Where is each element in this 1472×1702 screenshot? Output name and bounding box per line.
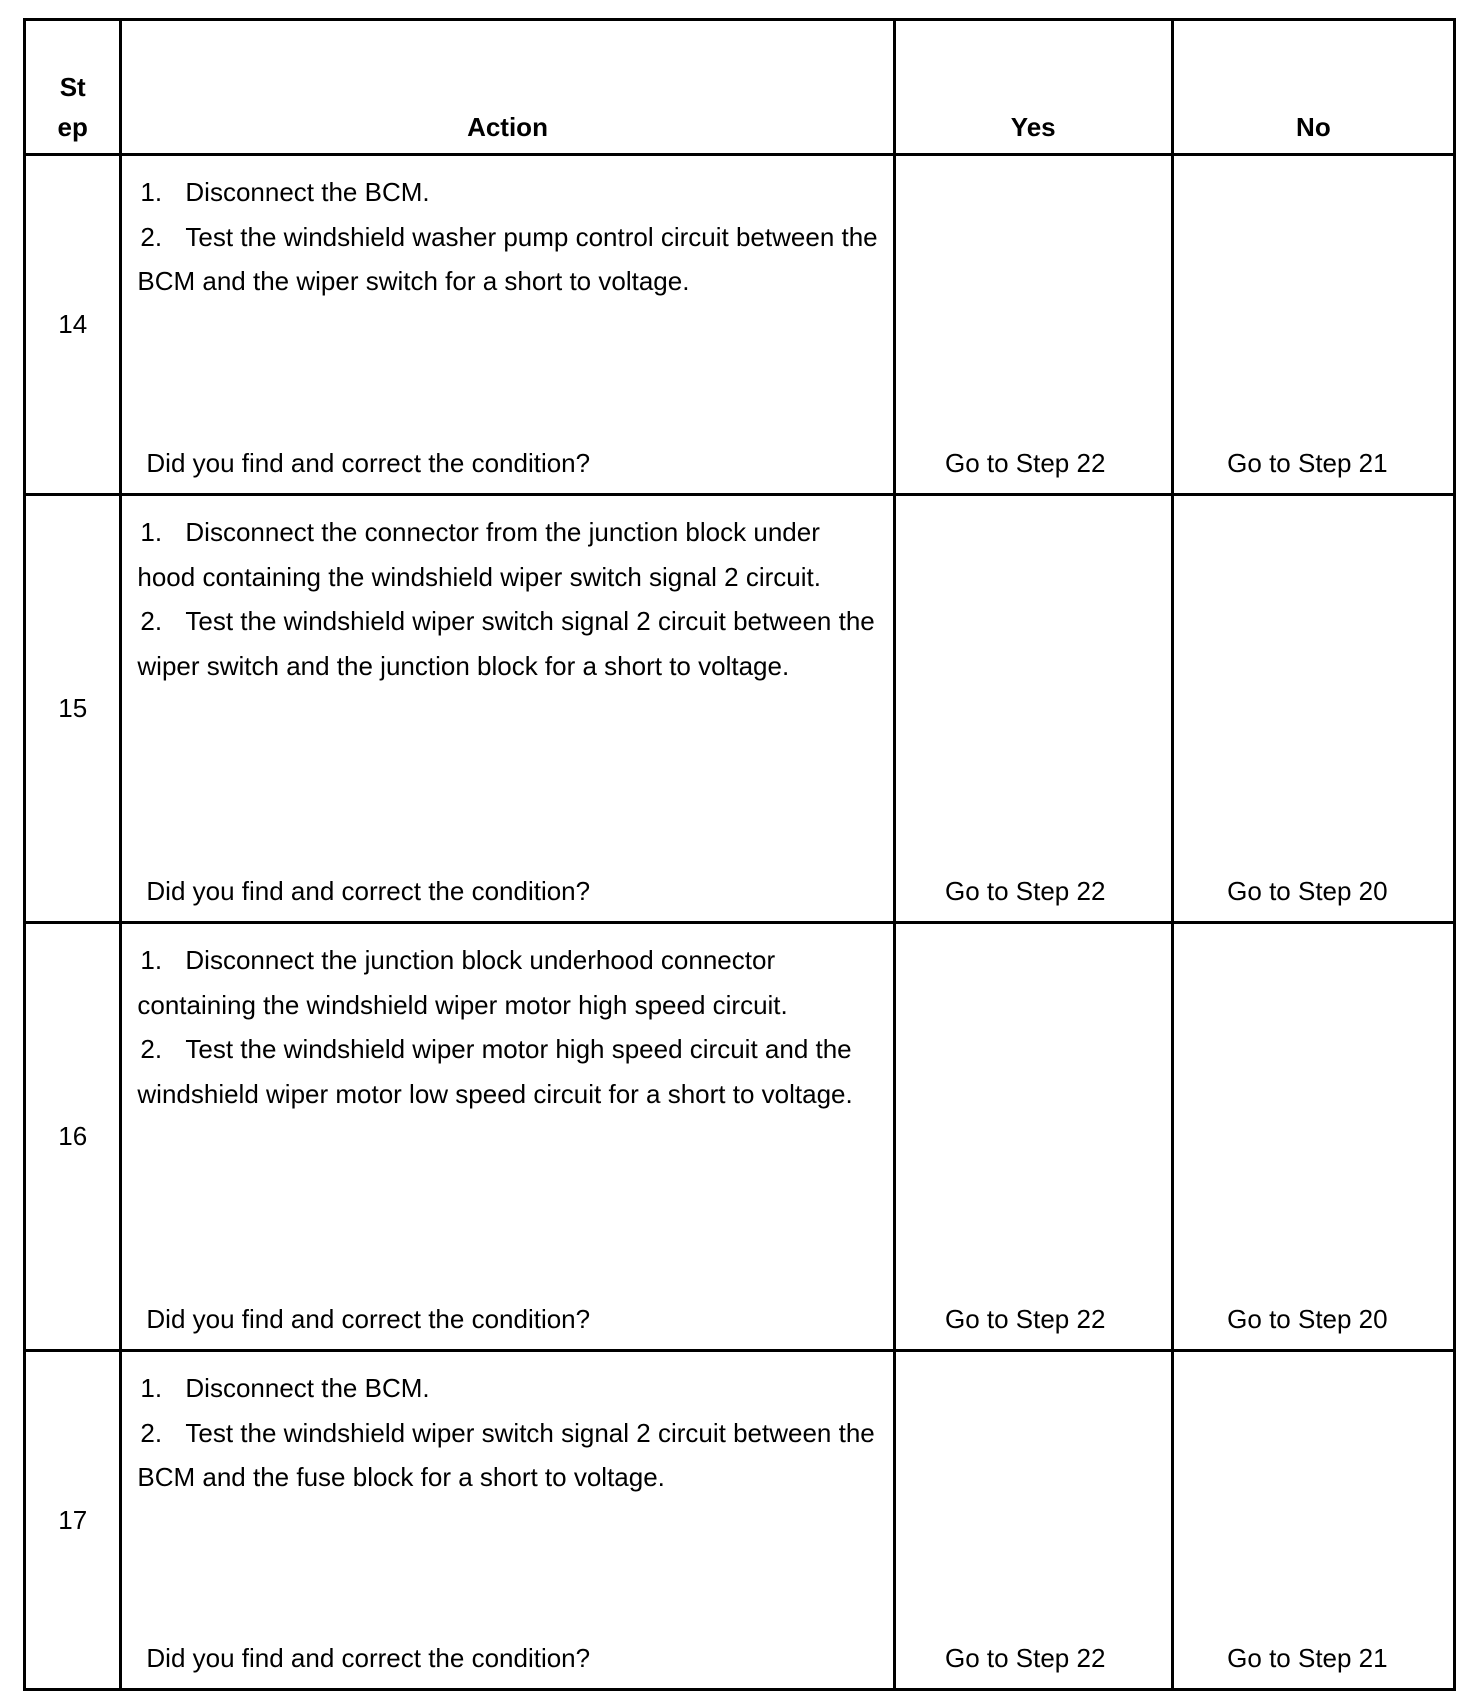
question-text: Did you find and correct the condition?: [146, 1303, 591, 1334]
item-number: 2.: [140, 221, 163, 252]
action-item: [137, 170, 882, 215]
table-row: [25, 495, 1455, 923]
item-text: Test the windshield wiper switch signal 2 circuit between the wiper switch and the junction block for a short to voltage.: [137, 606, 875, 681]
item-text: Disconnect the BCM.: [185, 1373, 430, 1403]
yes-answer: Go to Step 22: [894, 923, 1172, 1351]
item-text: Test the windshield washer pump control circuit between the BCM and the wiper switch for a short to voltage.: [137, 221, 878, 296]
item-number: 1.: [140, 517, 163, 547]
action-item: [137, 938, 882, 1027]
step-number: 14: [25, 155, 121, 495]
action-cell: [121, 495, 894, 923]
item-text: Test the windshield wiper motor high speed circuit and the windshield wiper motor low speed circuit for a short to voltage.: [137, 1034, 853, 1109]
action-item: [137, 1366, 882, 1411]
action-item: [137, 599, 882, 688]
item-text: Disconnect the BCM.: [185, 177, 430, 207]
table-row: [25, 155, 1455, 495]
question-text: Did you find and correct the condition?: [146, 447, 591, 478]
no-answer: Go to Step 21: [1172, 1351, 1454, 1690]
no-answer: Go to Step 21: [1172, 155, 1454, 495]
header-row: [25, 20, 1455, 155]
action-cell: [121, 923, 894, 1351]
action-item: [137, 510, 882, 599]
step-number: 17: [25, 1351, 121, 1690]
step-number: 15: [25, 495, 121, 923]
item-number: 1.: [140, 1373, 163, 1403]
step-number: 16: [25, 923, 121, 1351]
header-yes: Yes: [894, 20, 1172, 155]
item-number: 2.: [140, 1417, 163, 1448]
diagnostic-table: [23, 18, 1456, 1691]
header-action: Action: [121, 20, 894, 155]
item-number: 1.: [140, 177, 163, 207]
no-answer: Go to Step 20: [1172, 923, 1454, 1351]
action-cell: [121, 1351, 894, 1690]
item-text: Test the windshield wiper switch signal 2 circuit between the BCM and the fuse block for a short to voltage.: [137, 1417, 875, 1492]
action-item: [137, 1027, 882, 1116]
action-item: [137, 215, 882, 304]
question-text: Did you find and correct the condition?: [146, 875, 591, 906]
yes-answer: Go to Step 22: [894, 495, 1172, 923]
item-number: 1.: [140, 945, 163, 975]
table-row: [25, 1351, 1455, 1690]
table-row: [25, 923, 1455, 1351]
item-text: Disconnect the junction block underhood connector containing the windshield wiper motor high speed circuit.: [137, 945, 788, 1020]
action-item: [137, 1411, 882, 1500]
item-number: 2.: [140, 1034, 163, 1064]
item-number: 2.: [140, 606, 163, 636]
header-step: St ep: [25, 20, 121, 155]
no-answer: Go to Step 20: [1172, 495, 1454, 923]
item-text: Disconnect the connector from the junction block under hood containing the windshield wiper switch signal 2 circuit.: [137, 517, 821, 592]
question-text: Did you find and correct the condition?: [146, 1642, 591, 1673]
yes-answer: Go to Step 22: [894, 155, 1172, 495]
yes-answer: Go to Step 22: [894, 1351, 1172, 1690]
action-cell: [121, 155, 894, 495]
header-no: No: [1172, 20, 1454, 155]
